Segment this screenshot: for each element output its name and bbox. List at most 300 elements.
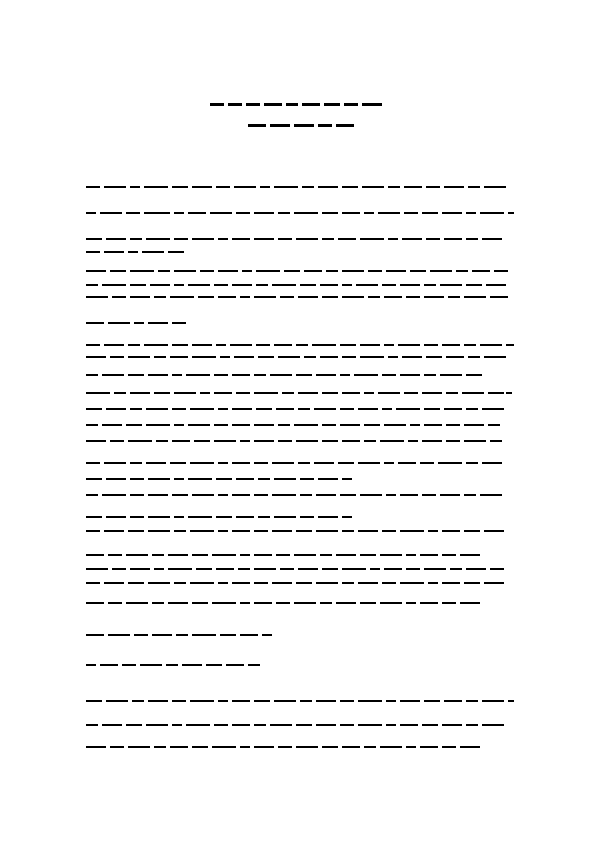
- glyph-block: [254, 494, 268, 496]
- glyph-block: [322, 238, 334, 240]
- glyph-block: [296, 746, 318, 748]
- glyph-block: [274, 700, 296, 702]
- glyph-block: [232, 724, 250, 726]
- glyph-block: [86, 478, 102, 480]
- glyph-block: [130, 408, 142, 410]
- glyph-block: [296, 440, 318, 442]
- glyph-block: [354, 374, 378, 376]
- text-line: [86, 664, 260, 666]
- glyph-block: [102, 374, 124, 376]
- text-line: [86, 568, 504, 570]
- glyph-block: [254, 440, 274, 442]
- glyph-block: [106, 408, 126, 410]
- glyph-block: [256, 408, 272, 410]
- glyph-block: [218, 238, 228, 240]
- glyph-block: [148, 322, 168, 324]
- glyph-block: [128, 530, 144, 532]
- glyph-block: [86, 238, 102, 240]
- glyph-block: [322, 392, 338, 394]
- glyph-block: [232, 408, 252, 410]
- glyph-block: [216, 568, 234, 570]
- glyph-block: [404, 212, 418, 214]
- glyph-block: [494, 270, 508, 272]
- glyph-block: [190, 582, 214, 584]
- glyph-block: [410, 424, 420, 426]
- glyph-block: [218, 408, 228, 410]
- glyph-block: [380, 554, 402, 556]
- glyph-block: [188, 478, 212, 480]
- glyph-block: [218, 462, 228, 464]
- glyph-block: [144, 344, 168, 346]
- glyph-block: [174, 270, 196, 272]
- text-line: [86, 424, 500, 426]
- glyph-block: [142, 251, 164, 253]
- glyph-block: [128, 746, 150, 748]
- glyph-block: [270, 124, 290, 127]
- glyph-block: [172, 700, 186, 702]
- glyph-block: [86, 284, 98, 286]
- glyph-block: [154, 296, 166, 298]
- glyph-block: [110, 356, 124, 358]
- glyph-block: [298, 408, 310, 410]
- glyph-block: [104, 462, 126, 464]
- glyph-block: [198, 296, 214, 298]
- glyph-block: [126, 424, 142, 426]
- glyph-block: [402, 238, 422, 240]
- glyph-block: [108, 554, 122, 556]
- text-line: [86, 296, 508, 298]
- glyph-block: [86, 408, 102, 410]
- glyph-block: [482, 724, 504, 726]
- glyph-block: [102, 494, 126, 496]
- glyph-block: [386, 700, 396, 702]
- glyph-block: [442, 344, 460, 346]
- glyph-block: [128, 440, 152, 442]
- glyph-block: [384, 344, 394, 346]
- glyph-block: [424, 700, 440, 702]
- glyph-block: [386, 270, 406, 272]
- glyph-block: [320, 554, 332, 556]
- glyph-block: [388, 356, 398, 358]
- glyph-block: [422, 440, 442, 442]
- glyph-block: [364, 746, 376, 748]
- glyph-block: [280, 568, 294, 570]
- glyph-block: [488, 424, 500, 426]
- glyph-block: [294, 554, 316, 556]
- glyph-block: [466, 408, 478, 410]
- glyph-block: [220, 356, 230, 358]
- glyph-block: [86, 344, 100, 346]
- glyph-block: [358, 582, 378, 584]
- glyph-block: [444, 700, 462, 702]
- glyph-block: [442, 724, 462, 726]
- glyph-block: [408, 440, 418, 442]
- glyph-block: [102, 424, 122, 426]
- glyph-block: [338, 462, 354, 464]
- glyph-block: [420, 462, 434, 464]
- glyph-block: [258, 356, 274, 358]
- glyph-block: [174, 392, 196, 394]
- glyph-block: [172, 374, 182, 376]
- glyph-block: [86, 296, 108, 298]
- glyph-block: [320, 356, 338, 358]
- glyph-block: [270, 724, 292, 726]
- glyph-block: [424, 374, 436, 376]
- glyph-block: [446, 440, 460, 442]
- glyph-block: [314, 408, 336, 410]
- glyph-block: [464, 440, 486, 442]
- glyph-block: [462, 392, 484, 394]
- glyph-block: [130, 568, 150, 570]
- glyph-block: [340, 700, 354, 702]
- glyph-block: [284, 270, 300, 272]
- glyph-block: [200, 392, 210, 394]
- text-line: [86, 186, 506, 188]
- glyph-block: [174, 212, 184, 214]
- glyph-block: [424, 568, 446, 570]
- text-line: [86, 322, 186, 324]
- glyph-block: [228, 103, 242, 106]
- glyph-block: [272, 462, 294, 464]
- glyph-block: [342, 478, 352, 480]
- glyph-block: [298, 462, 310, 464]
- glyph-block: [106, 478, 126, 480]
- glyph-block: [86, 568, 108, 570]
- glyph-block: [296, 530, 312, 532]
- glyph-block: [466, 374, 482, 376]
- glyph-block: [464, 530, 480, 532]
- glyph-block: [378, 212, 400, 214]
- glyph-block: [218, 494, 228, 496]
- glyph-block: [86, 392, 110, 394]
- glyph-block: [440, 494, 460, 496]
- glyph-block: [424, 296, 444, 298]
- glyph-block: [442, 602, 456, 604]
- glyph-block: [482, 238, 502, 240]
- glyph-block: [194, 440, 210, 442]
- glyph-block: [240, 746, 250, 748]
- text-line: [86, 462, 502, 464]
- text-line: [86, 270, 508, 272]
- glyph-block: [360, 554, 376, 556]
- glyph-block: [322, 212, 338, 214]
- glyph-block: [214, 724, 228, 726]
- glyph-block: [340, 408, 354, 410]
- glyph-block: [400, 494, 418, 496]
- glyph-block: [506, 392, 512, 394]
- glyph-block: [440, 284, 462, 286]
- glyph-block: [258, 516, 270, 518]
- glyph-block: [186, 724, 210, 726]
- glyph-block: [464, 494, 476, 496]
- glyph-block: [256, 344, 270, 346]
- glyph-block: [232, 238, 250, 240]
- glyph-block: [278, 356, 300, 358]
- glyph-block: [246, 103, 260, 106]
- glyph-block: [130, 478, 144, 480]
- glyph-block: [420, 746, 438, 748]
- glyph-block: [358, 724, 382, 726]
- glyph-block: [468, 186, 480, 188]
- glyph-block: [296, 374, 312, 376]
- glyph-block: [464, 344, 476, 346]
- glyph-block: [86, 664, 96, 666]
- glyph-block: [110, 270, 126, 272]
- glyph-block: [274, 516, 296, 518]
- glyph-block: [342, 296, 364, 298]
- glyph-block: [100, 212, 122, 214]
- glyph-block: [260, 186, 270, 188]
- glyph-block: [304, 356, 316, 358]
- glyph-block: [422, 212, 438, 214]
- glyph-block: [314, 462, 334, 464]
- glyph-block: [342, 186, 358, 188]
- glyph-block: [86, 186, 100, 188]
- glyph-block: [218, 296, 236, 298]
- glyph-block: [404, 186, 422, 188]
- glyph-block: [456, 270, 468, 272]
- glyph-block: [86, 724, 98, 726]
- glyph-block: [176, 634, 188, 636]
- glyph-block: [152, 554, 164, 556]
- glyph-block: [342, 746, 360, 748]
- text-line: [86, 251, 184, 253]
- glyph-block: [386, 494, 396, 496]
- glyph-block: [86, 582, 100, 584]
- glyph-block: [148, 374, 168, 376]
- glyph-block: [258, 478, 270, 480]
- glyph-block: [190, 408, 214, 410]
- glyph-block: [480, 212, 504, 214]
- glyph-block: [272, 494, 296, 496]
- glyph-block: [468, 356, 480, 358]
- glyph-block: [262, 634, 272, 636]
- glyph-block: [148, 494, 168, 496]
- glyph-block: [126, 602, 148, 604]
- glyph-block: [168, 554, 188, 556]
- glyph-block: [156, 440, 168, 442]
- glyph-block: [442, 554, 456, 556]
- glyph-block: [304, 270, 322, 272]
- glyph-block: [296, 582, 312, 584]
- glyph-block: [236, 392, 250, 394]
- glyph-block: [324, 103, 340, 106]
- glyph-block: [400, 530, 424, 532]
- glyph-block: [254, 462, 268, 464]
- glyph-block: [424, 424, 442, 426]
- glyph-block: [326, 270, 338, 272]
- glyph-block: [254, 296, 276, 298]
- glyph-block: [190, 530, 214, 532]
- glyph-block: [148, 530, 170, 532]
- glyph-block: [206, 664, 222, 666]
- glyph-block: [424, 408, 440, 410]
- glyph-block: [316, 582, 338, 584]
- glyph-block: [438, 462, 462, 464]
- glyph-block: [172, 494, 188, 496]
- glyph-block: [368, 270, 382, 272]
- glyph-block: [220, 634, 236, 636]
- glyph-block: [482, 700, 504, 702]
- glyph-block: [234, 356, 254, 358]
- glyph-block: [294, 602, 316, 604]
- glyph-block: [300, 284, 316, 286]
- glyph-block: [192, 554, 208, 556]
- glyph-block: [460, 602, 480, 604]
- glyph-block: [174, 478, 184, 480]
- glyph-block: [442, 530, 460, 532]
- glyph-block: [398, 344, 420, 346]
- glyph-block: [490, 296, 508, 298]
- glyph-block: [132, 700, 144, 702]
- glyph-block: [322, 424, 336, 426]
- glyph-block: [460, 746, 480, 748]
- glyph-block: [336, 124, 354, 127]
- glyph-block: [232, 284, 252, 286]
- glyph-block: [276, 408, 294, 410]
- glyph-block: [270, 374, 292, 376]
- glyph-block: [360, 494, 382, 496]
- glyph-block: [106, 516, 126, 518]
- glyph-block: [240, 440, 250, 442]
- glyph-block: [200, 270, 214, 272]
- glyph-block: [86, 602, 104, 604]
- glyph-block: [278, 212, 290, 214]
- glyph-block: [236, 516, 254, 518]
- glyph-block: [102, 284, 126, 286]
- glyph-block: [210, 212, 232, 214]
- glyph-block: [174, 530, 186, 532]
- text-line: [86, 478, 352, 480]
- text-line: [86, 392, 512, 394]
- glyph-block: [232, 582, 250, 584]
- glyph-block: [144, 212, 170, 214]
- glyph-block: [192, 238, 214, 240]
- glyph-block: [382, 408, 392, 410]
- glyph-block: [368, 296, 380, 298]
- glyph-block: [174, 424, 184, 426]
- text-line: [86, 284, 506, 286]
- glyph-block: [216, 516, 232, 518]
- glyph-block: [274, 344, 292, 346]
- glyph-block: [218, 582, 228, 584]
- glyph-block: [342, 212, 360, 214]
- glyph-block: [298, 392, 318, 394]
- glyph-block: [358, 462, 380, 464]
- glyph-block: [114, 392, 126, 394]
- glyph-block: [172, 724, 182, 726]
- glyph-block: [274, 478, 296, 480]
- glyph-block: [240, 554, 250, 556]
- glyph-block: [406, 568, 420, 570]
- glyph-block: [422, 724, 438, 726]
- glyph-block: [112, 568, 126, 570]
- glyph-block: [506, 344, 514, 346]
- glyph-block: [400, 284, 420, 286]
- glyph-block: [362, 186, 384, 188]
- glyph-block: [130, 238, 142, 240]
- glyph-block: [254, 602, 272, 604]
- glyph-block: [150, 284, 170, 286]
- glyph-block: [490, 440, 502, 442]
- glyph-block: [128, 344, 140, 346]
- glyph-block: [340, 374, 350, 376]
- glyph-block: [86, 462, 100, 464]
- title-line: [248, 124, 354, 127]
- glyph-block: [214, 392, 232, 394]
- glyph-block: [86, 554, 104, 556]
- glyph-block: [130, 284, 146, 286]
- glyph-block: [126, 212, 140, 214]
- glyph-block: [396, 408, 420, 410]
- glyph-block: [146, 424, 170, 426]
- glyph-block: [384, 462, 394, 464]
- glyph-block: [86, 212, 96, 214]
- glyph-block: [86, 700, 102, 702]
- glyph-block: [342, 530, 354, 532]
- glyph-block: [168, 251, 184, 253]
- glyph-block: [364, 424, 380, 426]
- glyph-block: [480, 494, 502, 496]
- glyph-block: [130, 494, 144, 496]
- glyph-block: [86, 494, 98, 496]
- glyph-block: [254, 212, 274, 214]
- glyph-block: [382, 284, 396, 286]
- glyph-block: [302, 186, 314, 188]
- glyph-block: [300, 700, 312, 702]
- glyph-block: [226, 664, 244, 666]
- glyph-block: [402, 356, 422, 358]
- glyph-block: [426, 356, 442, 358]
- glyph-block: [130, 296, 150, 298]
- glyph-block: [146, 462, 166, 464]
- glyph-block: [172, 408, 186, 410]
- glyph-block: [316, 530, 338, 532]
- glyph-block: [86, 424, 98, 426]
- glyph-block: [128, 356, 150, 358]
- glyph-block: [316, 374, 336, 376]
- glyph-block: [360, 238, 384, 240]
- glyph-block: [440, 374, 462, 376]
- glyph-block: [400, 700, 420, 702]
- text-line: [86, 212, 514, 214]
- glyph-block: [488, 392, 504, 394]
- title-line: [210, 103, 382, 106]
- glyph-block: [248, 124, 266, 127]
- glyph-block: [130, 270, 154, 272]
- glyph-block: [460, 554, 480, 556]
- glyph-block: [232, 374, 250, 376]
- glyph-block: [406, 602, 416, 604]
- glyph-block: [356, 284, 378, 286]
- text-line: [86, 374, 482, 376]
- glyph-block: [238, 568, 250, 570]
- text-line: [86, 494, 502, 496]
- text-line: [86, 634, 272, 636]
- glyph-block: [278, 440, 292, 442]
- glyph-block: [148, 478, 170, 480]
- glyph-block: [466, 700, 478, 702]
- glyph-block: [482, 408, 504, 410]
- glyph-block: [464, 582, 480, 584]
- glyph-block: [242, 270, 252, 272]
- glyph-block: [358, 530, 378, 532]
- glyph-block: [406, 746, 416, 748]
- glyph-block: [508, 700, 514, 702]
- glyph-block: [302, 103, 320, 106]
- glyph-block: [294, 212, 318, 214]
- glyph-block: [444, 238, 462, 240]
